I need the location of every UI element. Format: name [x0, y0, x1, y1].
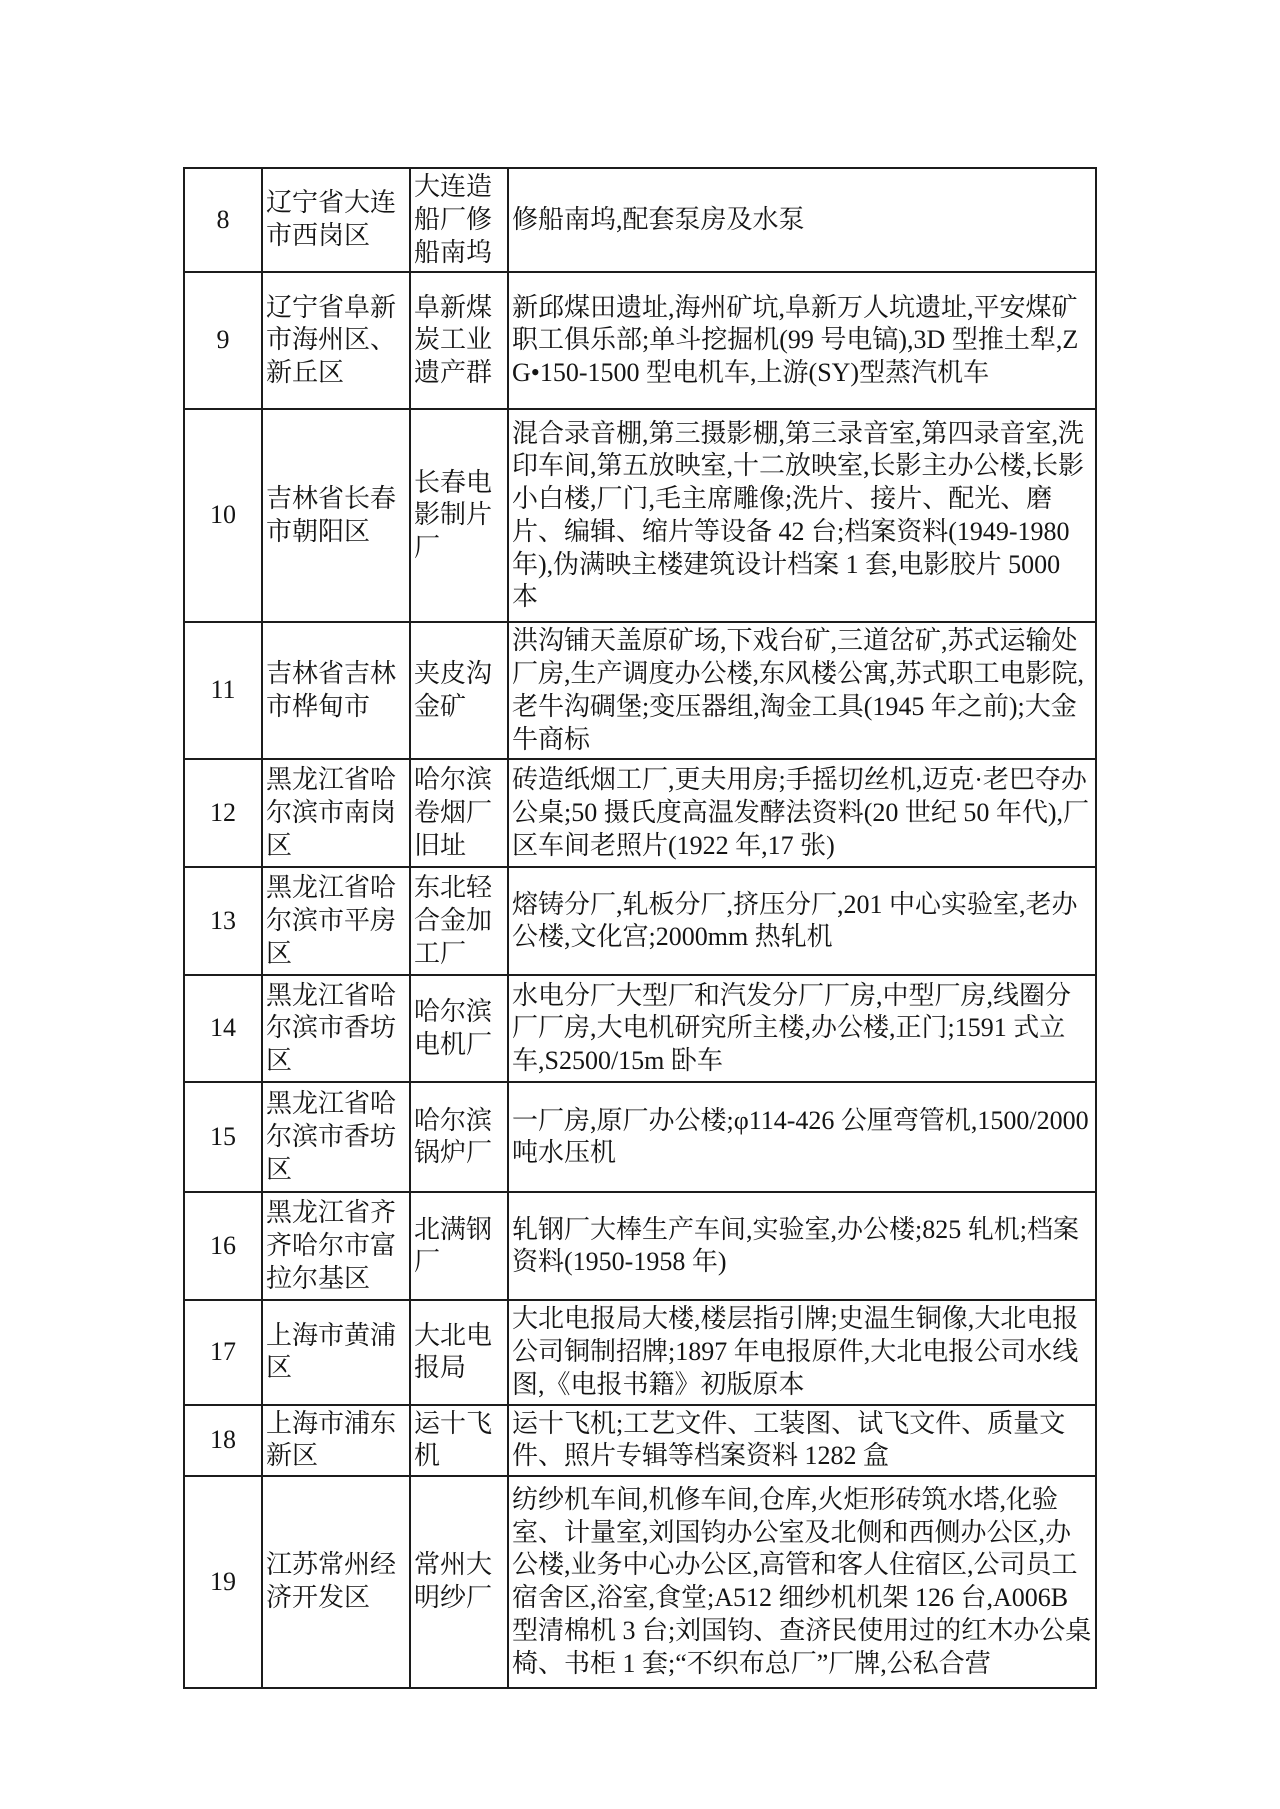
heritage-items-cell: 大北电报局大楼,楼层指引牌;史温生铜像,大北电报公司铜制招牌;1897 年电报原件,大北电报公司水线图,《电报书籍》初版原本: [508, 1300, 1096, 1404]
region-cell: 黑龙江省齐齐哈尔市富拉尔基区: [262, 1192, 410, 1300]
region-cell: 上海市黄浦区: [262, 1300, 410, 1404]
table-row: [184, 1476, 1096, 1688]
site-name-cell: 长春电影制片厂: [410, 409, 508, 622]
row-number-cell: 14: [184, 975, 262, 1082]
region-cell: 上海市浦东新区: [262, 1405, 410, 1477]
region-cell: 黑龙江省哈尔滨市南岗区: [262, 759, 410, 867]
heritage-list-table: [183, 167, 1097, 1689]
heritage-items-cell: 砖造纸烟工厂,更夫用房;手摇切丝机,迈克·老巴夺办公桌;50 摄氏度高温发酵法资料(20 世纪 50 年代),厂区车间老照片(1922 年,17 张): [508, 759, 1096, 867]
table-row: [184, 1192, 1096, 1300]
site-name-cell: 阜新煤炭工业遗产群: [410, 272, 508, 409]
heritage-items-cell: 修船南坞,配套泵房及水泵: [508, 168, 1096, 272]
heritage-items-cell: 纺纱机车间,机修车间,仓库,火炬形砖筑水塔,化验室、计量室,刘国钧办公室及北侧和西侧办公区,办公楼,业务中心办公区,高管和客人住宿区,公司员工宿舍区,浴室,食堂;A512 细纱机机架 126 台,A006B 型清棉机 3 台;刘国钧、查济民使用过的红木办公桌椅、书柜 1 套;“不织布总厂”厂牌,公私合营: [508, 1476, 1096, 1688]
table-row: [184, 272, 1096, 409]
heritage-items-cell: 轧钢厂大棒生产车间,实验室,办公楼;825 轧机;档案资料(1950-1958 年): [508, 1192, 1096, 1300]
row-number-cell: 17: [184, 1300, 262, 1404]
row-number-cell: 12: [184, 759, 262, 867]
row-number-cell: 19: [184, 1476, 262, 1688]
heritage-items-cell: 一厂房,原厂办公楼;φ114-426 公厘弯管机,1500/2000 吨水压机: [508, 1082, 1096, 1192]
region-cell: 江苏常州经济开发区: [262, 1476, 410, 1688]
site-name-cell: 东北轻合金加工厂: [410, 867, 508, 975]
table-row: [184, 1300, 1096, 1404]
table-row: [184, 867, 1096, 975]
heritage-items-cell: 混合录音棚,第三摄影棚,第三录音室,第四录音室,洗印车间,第五放映室,十二放映室,长影主办公楼,长影小白楼,厂门,毛主席雕像;洗片、接片、配光、磨片、编辑、缩片等设备 42 台;档案资料(1949-1980 年),伪满映主楼建筑设计档案 1 套,电影胶片 5000 本: [508, 409, 1096, 622]
heritage-table-body: [184, 168, 1096, 1688]
site-name-cell: 哈尔滨电机厂: [410, 975, 508, 1082]
table-row: [184, 1082, 1096, 1192]
site-name-cell: 夹皮沟金矿: [410, 622, 508, 759]
region-cell: 黑龙江省哈尔滨市平房区: [262, 867, 410, 975]
region-cell: 辽宁省阜新市海州区、新丘区: [262, 272, 410, 409]
row-number-cell: 16: [184, 1192, 262, 1300]
site-name-cell: 常州大明纱厂: [410, 1476, 508, 1688]
heritage-items-cell: 新邱煤田遗址,海州矿坑,阜新万人坑遗址,平安煤矿职工俱乐部;单斗挖掘机(99 号电镐),3D 型推土犁,ZG•150-1500 型电机车,上游(SY)型蒸汽机车: [508, 272, 1096, 409]
table-row: [184, 759, 1096, 867]
site-name-cell: 大连造船厂修船南坞: [410, 168, 508, 272]
row-number-cell: 8: [184, 168, 262, 272]
site-name-cell: 哈尔滨卷烟厂旧址: [410, 759, 508, 867]
table-row: [184, 168, 1096, 272]
region-cell: 黑龙江省哈尔滨市香坊区: [262, 1082, 410, 1192]
row-number-cell: 10: [184, 409, 262, 622]
table-row: [184, 975, 1096, 1082]
row-number-cell: 13: [184, 867, 262, 975]
row-number-cell: 9: [184, 272, 262, 409]
region-cell: 吉林省长春市朝阳区: [262, 409, 410, 622]
table-row: [184, 409, 1096, 622]
table-row: [184, 1405, 1096, 1477]
site-name-cell: 北满钢厂: [410, 1192, 508, 1300]
row-number-cell: 15: [184, 1082, 262, 1192]
heritage-items-cell: 运十飞机;工艺文件、工装图、试飞文件、质量文件、照片专辑等档案资料 1282 盒: [508, 1405, 1096, 1477]
row-number-cell: 18: [184, 1405, 262, 1477]
region-cell: 黑龙江省哈尔滨市香坊区: [262, 975, 410, 1082]
heritage-items-cell: 水电分厂大型厂和汽发分厂厂房,中型厂房,线圈分厂厂房,大电机研究所主楼,办公楼,正门;1591 式立车,S2500/15m 卧车: [508, 975, 1096, 1082]
region-cell: 辽宁省大连市西岗区: [262, 168, 410, 272]
table-row: [184, 622, 1096, 759]
region-cell: 吉林省吉林市桦甸市: [262, 622, 410, 759]
heritage-items-cell: 洪沟铺天盖原矿场,下戏台矿,三道岔矿,苏式运输处厂房,生产调度办公楼,东风楼公寓,苏式职工电影院,老牛沟碉堡;变压器组,淘金工具(1945 年之前);大金牛商标: [508, 622, 1096, 759]
site-name-cell: 大北电报局: [410, 1300, 508, 1404]
site-name-cell: 哈尔滨锅炉厂: [410, 1082, 508, 1192]
row-number-cell: 11: [184, 622, 262, 759]
heritage-items-cell: 熔铸分厂,轧板分厂,挤压分厂,201 中心实验室,老办公楼,文化宫;2000mm 热轧机: [508, 867, 1096, 975]
site-name-cell: 运十飞机: [410, 1405, 508, 1477]
